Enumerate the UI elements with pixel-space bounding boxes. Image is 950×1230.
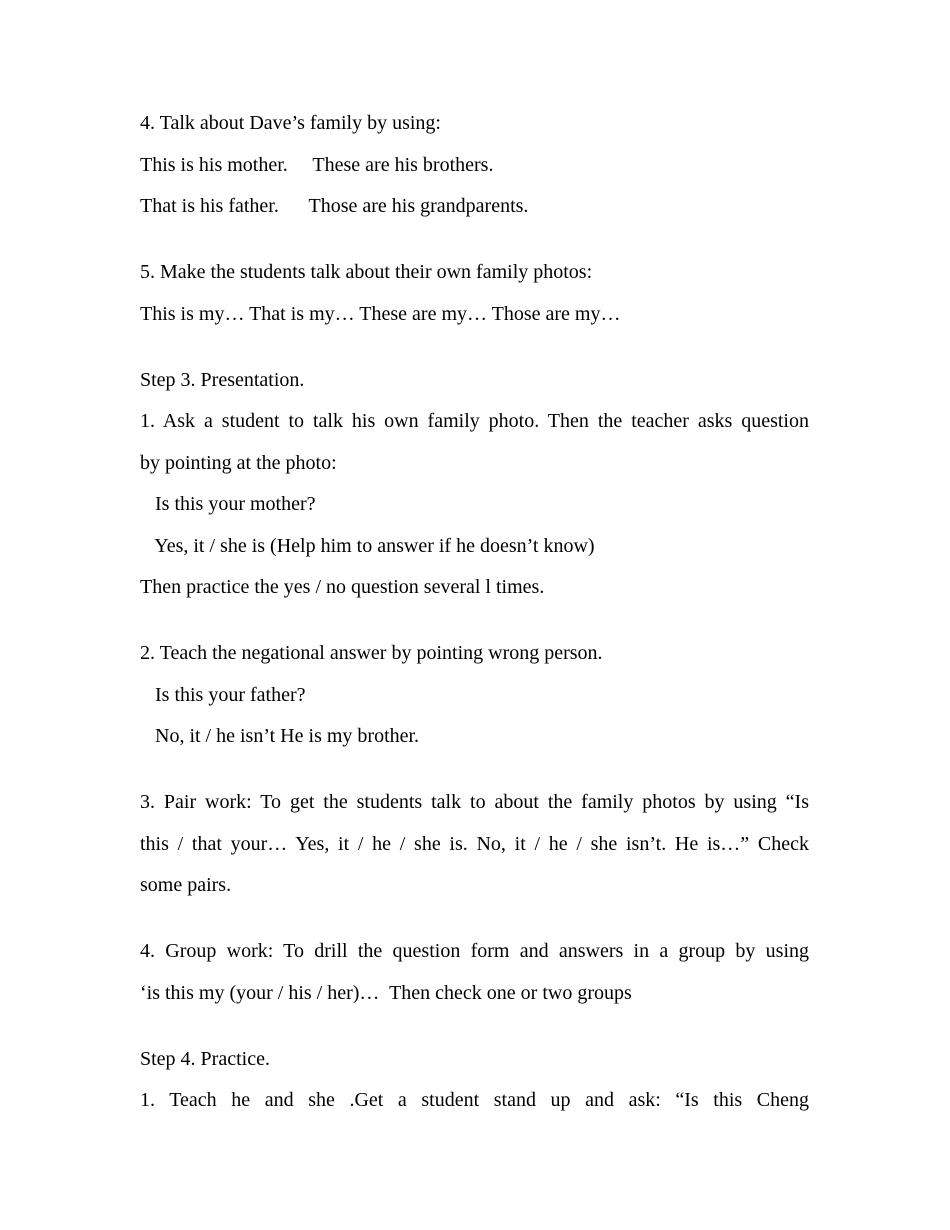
dialogue-line: No, it / he isn’t He is my brother. <box>140 725 420 747</box>
paragraph-line: Then practice the yes / no question several l times. <box>140 576 545 598</box>
step-title: Step 4. Practice. <box>140 1047 270 1070</box>
section-heading: 4. Talk about Dave’s family by using: <box>140 112 441 134</box>
section-heading: 5. Make the students talk about their own family photos: <box>140 261 593 283</box>
paragraph-gap <box>140 335 809 360</box>
paragraph-gap <box>140 758 809 783</box>
dialogue-line: Is this your father? <box>140 683 306 706</box>
paragraph-line: 4. Group work: To drill the question form and answers in a group by using <box>140 940 809 962</box>
step-title: Step 3. Presentation. <box>140 368 305 391</box>
paragraph-line: this / that your… Yes, it / he / she is. No, it / he / she isn’t. He is…” Check <box>140 832 809 855</box>
paragraph-line: 1. Teach he and she .Get a student stand up and ask: “Is this Cheng <box>140 1089 809 1111</box>
dialogue-line: Is this your mother? <box>140 493 316 515</box>
paragraph-gap <box>140 1014 809 1039</box>
paragraph-line: by pointing at the photo: <box>140 451 337 474</box>
paragraph-line: 1. Ask a student to talk his own family photo. Then the teacher asks question <box>140 410 809 432</box>
paragraph-gap <box>140 609 809 634</box>
example-line: This is my… That is my… These are my… Those are my… <box>140 302 621 325</box>
paragraph-gap <box>140 228 809 253</box>
paragraph-line: some pairs. <box>140 874 232 896</box>
paragraph-line: ‘is this my (your / his / her)… Then check one or two groups <box>140 981 632 1004</box>
dialogue-line: Yes, it / she is (Help him to answer if he doesn’t know) <box>140 534 595 557</box>
paragraph-line: 3. Pair work: To get the students talk to about the family photos by using “Is <box>140 791 809 813</box>
example-line: This is his mother. These are his brothers. <box>140 153 494 176</box>
paragraph-line: 2. Teach the negational answer by pointing wrong person. <box>140 642 603 664</box>
example-line: That is his father. Those are his grandparents. <box>140 195 529 217</box>
document-page <box>140 103 809 1122</box>
paragraph-gap <box>140 907 809 932</box>
